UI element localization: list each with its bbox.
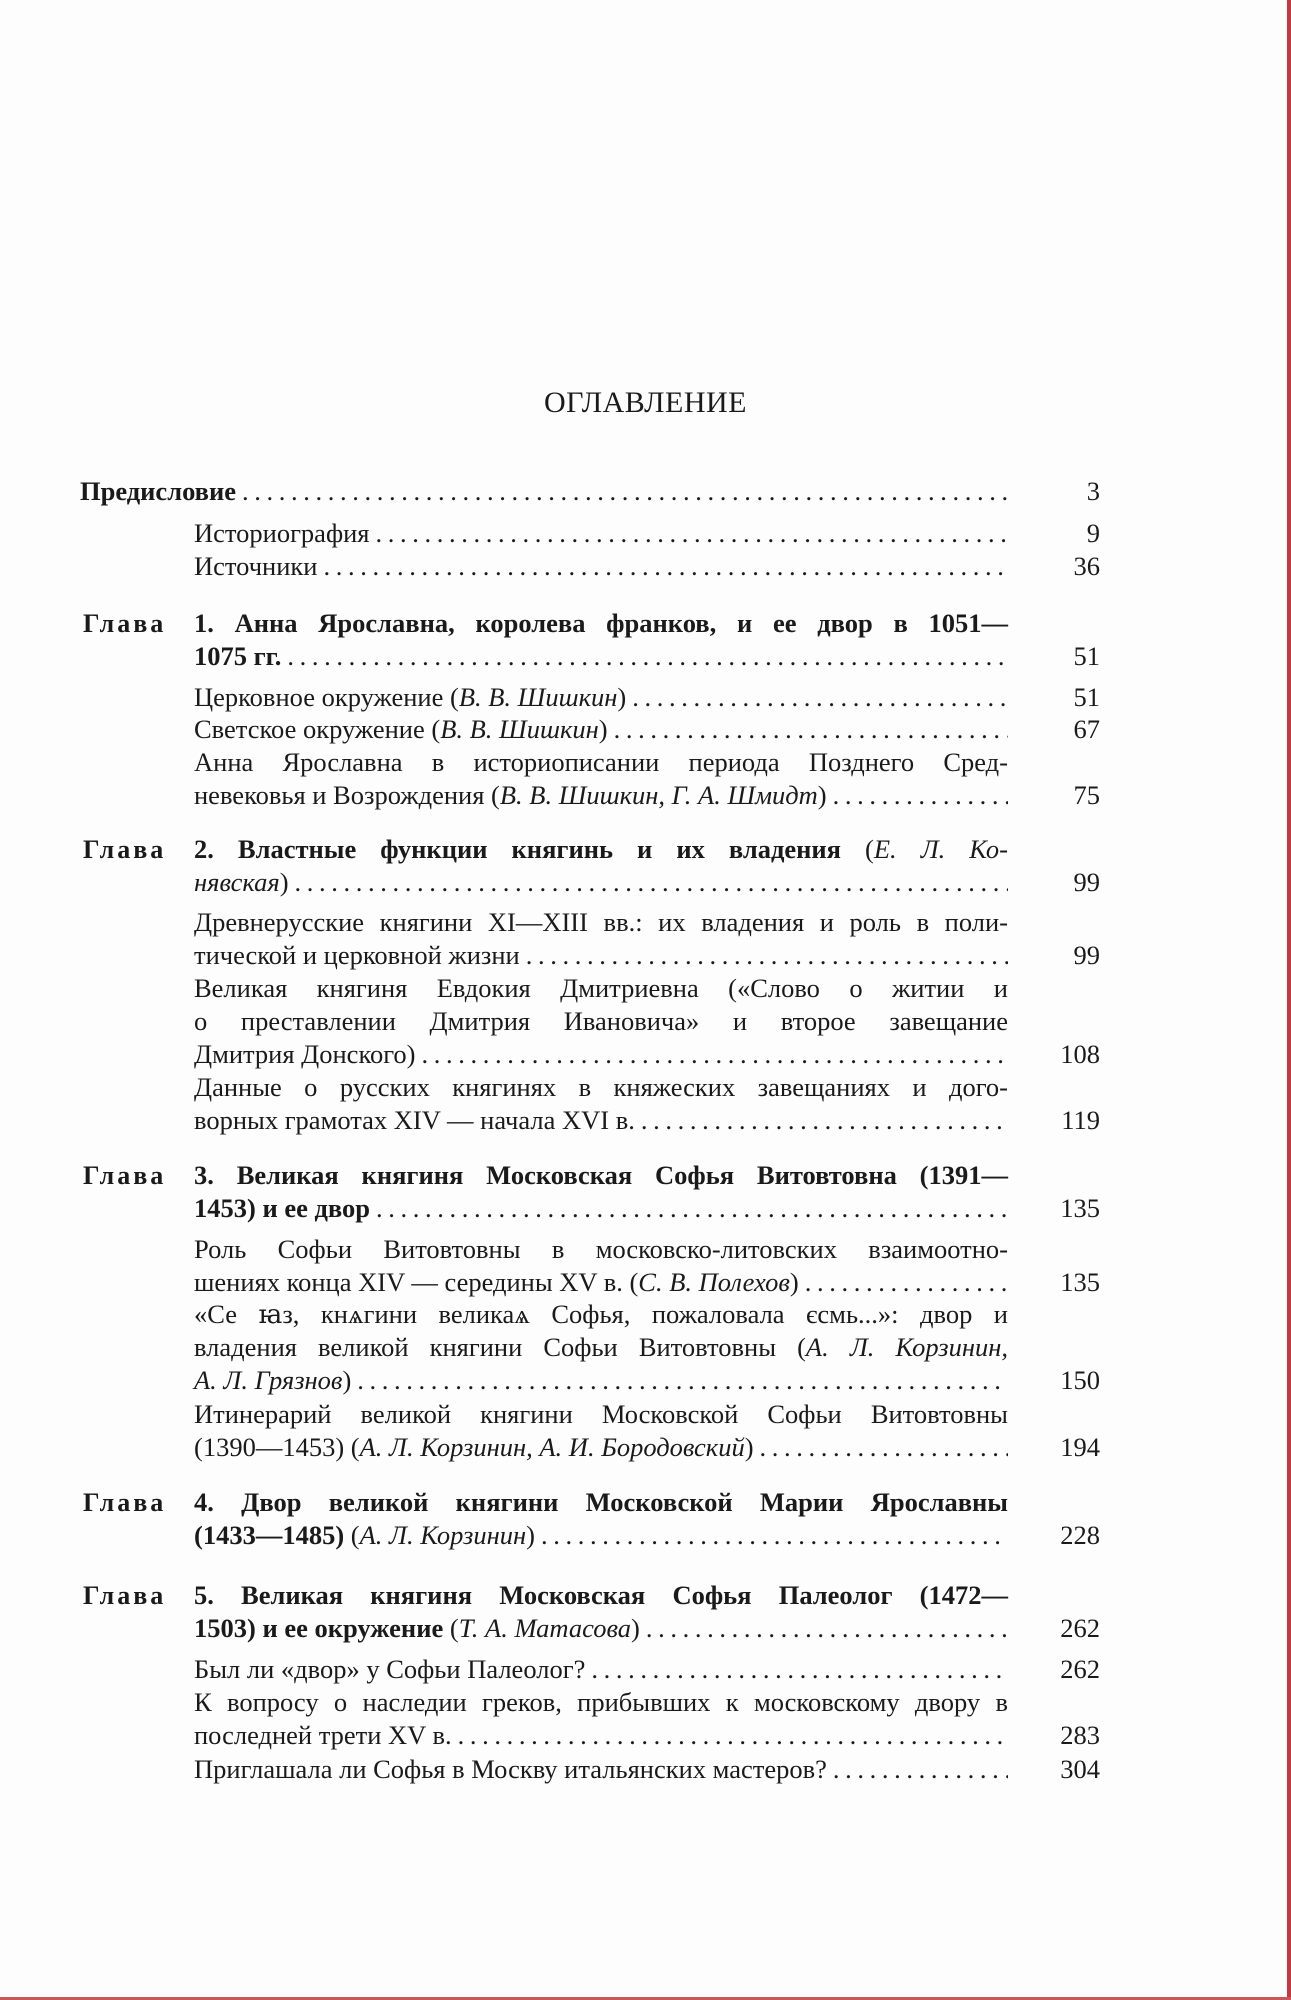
leader-dots	[646, 1612, 1008, 1645]
entry-text: Анна Ярославна в историописании периода Позднего Сред-	[194, 747, 1008, 777]
entry-title	[194, 1398, 1008, 1464]
entry-line	[194, 1159, 1008, 1192]
leader-dots	[760, 1431, 1008, 1464]
page-number: 99	[1073, 867, 1100, 897]
entry-line	[194, 1579, 1008, 1612]
leader-dots	[805, 1266, 1008, 1299]
page-number: 194	[1060, 1432, 1100, 1462]
entry-text: о преставлении Дмитрия Ивановича» и второе завещание	[194, 1006, 1008, 1036]
entry-title	[194, 1233, 1008, 1299]
page-number: 283	[1060, 1720, 1100, 1750]
entry-line	[194, 607, 1008, 640]
entry-text: (1433—1485)	[194, 1520, 345, 1550]
entry-text: (	[344, 1520, 360, 1550]
entry-text: 1453) и ее двор	[194, 1193, 371, 1223]
chapter-label: Глава	[83, 1488, 167, 1517]
page-number: 108	[1060, 1039, 1100, 1069]
author-name: А. Л. Грязнов	[194, 1365, 343, 1395]
entry-title	[194, 517, 1008, 550]
entry-line	[194, 1005, 1008, 1038]
page-number: 51	[1073, 682, 1100, 712]
entry-title	[194, 1486, 1008, 1552]
leader-dots	[376, 517, 1009, 550]
entry-text: 3. Великая княгиня Московская Софья Витовтовна (1391—	[194, 1160, 1008, 1190]
entry-title	[194, 1159, 1008, 1225]
page-number: 135	[1060, 1193, 1100, 1223]
entry-text: Приглашала ли Софья в Москву итальянских мастеров?	[194, 1754, 827, 1784]
entry-line	[194, 517, 1008, 550]
entry-line	[194, 1038, 1008, 1071]
page-number: 75	[1073, 780, 1100, 810]
entry-text: Данные о русских княгинях в княжеских завещаниях и дого-	[194, 1072, 1008, 1102]
entry-line	[194, 746, 1008, 779]
entry-title	[194, 906, 1008, 972]
leader-dots	[357, 1364, 1008, 1397]
entry-title	[80, 475, 1008, 508]
entry-line	[194, 1486, 1008, 1519]
entry-text: )	[789, 1267, 799, 1297]
leader-dots	[833, 779, 1008, 812]
entry-text: )	[631, 1613, 640, 1643]
entry-text: )	[817, 780, 827, 810]
entry-text: (1390—1453) (	[194, 1432, 360, 1462]
entry-line	[194, 1266, 1008, 1299]
entry-title	[194, 1653, 1008, 1686]
entry-title	[194, 1298, 1008, 1397]
entry-text: Был ли «двор» у Софьи Палеолог?	[194, 1654, 586, 1684]
author-name: В. В. Шишкин, Г. А. Шмидт	[499, 780, 818, 810]
entry-line	[194, 1653, 1008, 1686]
entry-text: 5. Великая княгиня Московская Софья Палеолог (1472—	[194, 1580, 1008, 1610]
entry-line	[194, 1686, 1008, 1719]
author-name: В. В. Шишкин	[458, 682, 618, 712]
entry-line	[194, 779, 1008, 812]
chapter-label: Глава	[83, 1161, 167, 1190]
entry-line	[194, 640, 1008, 673]
leader-dots	[833, 1753, 1008, 1786]
page-number: 119	[1061, 1105, 1100, 1135]
chapter-label: Глава	[83, 609, 167, 638]
entry-title	[194, 833, 1008, 899]
leader-dots	[632, 681, 1008, 714]
entry-line	[194, 1753, 1008, 1786]
entry-line	[194, 1364, 1008, 1397]
page-number: 67	[1073, 714, 1100, 744]
leader-dots	[541, 1519, 1008, 1552]
entry-text: Итинерарий великой княгини Московской Софьи Витовтовны	[194, 1399, 1008, 1429]
leader-dots	[641, 1104, 1008, 1137]
author-name: Т. А. Матасова	[458, 1613, 632, 1643]
entry-title	[194, 972, 1008, 1071]
leader-dots	[376, 1192, 1008, 1225]
entry-line	[80, 475, 1008, 508]
entry-line	[194, 833, 1008, 866]
page-number: 36	[1073, 551, 1100, 581]
author-name: нявская	[194, 867, 280, 897]
entry-text: )	[617, 682, 627, 712]
entry-title	[194, 713, 1008, 746]
entry-text: тической и церковной жизни	[194, 940, 520, 970]
entry-text: невековья и Возрождения (	[194, 780, 500, 810]
entry-text: )	[598, 714, 608, 744]
page-number: 228	[1060, 1520, 1100, 1550]
page-number: 135	[1060, 1267, 1100, 1297]
author-name: А. Л. Корзинин,	[805, 1332, 1008, 1362]
entry-text: (	[841, 834, 874, 864]
entry-text: шениях конца XIV — середины XV в. (	[194, 1267, 639, 1297]
page-edge-right	[1287, 0, 1291, 2000]
entry-title	[194, 1686, 1008, 1752]
entry-line	[194, 1071, 1008, 1104]
leader-dots	[591, 1653, 1008, 1686]
chapter-label: Глава	[83, 835, 167, 864]
entry-line	[194, 1719, 1008, 1752]
entry-line	[194, 972, 1008, 1005]
entry-text: )	[342, 1365, 352, 1395]
entry-line	[194, 1612, 1008, 1645]
entry-text: «Се ꙗз, кнѧгини великаѧ Софья, пожаловала єсмь...»: двор и	[194, 1299, 1008, 1329]
entry-text: Источники	[194, 551, 318, 581]
entry-text: 1503) и ее окружение	[194, 1613, 444, 1643]
page-number: 262	[1060, 1654, 1100, 1684]
entry-title	[194, 681, 1008, 714]
entry-text: )	[526, 1520, 535, 1550]
entry-text: ворных грамотах XIV — начала XVI в.	[194, 1105, 635, 1135]
entry-line	[194, 1233, 1008, 1266]
leader-dots	[323, 550, 1008, 583]
entry-line	[194, 1519, 1008, 1552]
entry-text: 1. Анна Ярославна, королева франков, и ее двор в 1051—	[194, 608, 1008, 638]
author-name: А. Л. Корзинин	[359, 1520, 527, 1550]
author-name: С. В. Полехов	[638, 1267, 790, 1297]
chapter-label: Глава	[83, 1581, 167, 1610]
entry-line	[194, 1192, 1008, 1225]
entry-line	[194, 681, 1008, 714]
entry-title	[194, 550, 1008, 583]
entry-text: К вопросу о наследии греков, прибывших к московскому двору в	[194, 1687, 1008, 1717]
entry-title	[194, 607, 1008, 673]
leader-dots	[242, 475, 1008, 508]
entry-line	[194, 1298, 1008, 1331]
entry-title	[194, 746, 1008, 812]
entry-text: Дмитрия Донского)	[194, 1039, 416, 1069]
leader-dots	[526, 939, 1008, 972]
entry-line	[194, 1431, 1008, 1464]
entry-title	[194, 1579, 1008, 1645]
entry-line	[194, 713, 1008, 746]
entry-text: Светское окружение (	[194, 714, 441, 744]
entry-line	[194, 939, 1008, 972]
entry-text: владения великой княгини Софьи Витовтовны (	[194, 1332, 806, 1362]
entry-line	[194, 1331, 1008, 1364]
entry-title	[194, 1071, 1008, 1137]
entry-text: Роль Софьи Витовтовны в московско-литовских взаимоотно-	[194, 1234, 1008, 1264]
page-title: ОГЛАВЛЕНИЕ	[544, 386, 747, 419]
entry-title	[194, 1753, 1008, 1786]
page-number: 3	[1086, 476, 1100, 506]
leader-dots	[458, 1719, 1008, 1752]
page-number: 99	[1073, 940, 1100, 970]
entry-text: Древнерусские княгини XI—XIII вв.: их владения и роль в поли-	[194, 907, 1008, 937]
entry-text: (	[443, 1613, 459, 1643]
entry-text: 4. Двор великой княгини Московской Марии Ярославны	[194, 1487, 1008, 1517]
page-number: 150	[1060, 1365, 1100, 1395]
entry-text: )	[744, 1432, 754, 1462]
entry-text: 1075 гг.	[194, 641, 282, 671]
entry-text: Великая княгиня Евдокия Дмитриевна («Слово о житии и	[194, 973, 1008, 1003]
entry-text: 2. Властные функции княгинь и их владения	[194, 834, 841, 864]
entry-line	[194, 550, 1008, 583]
entry-line	[194, 906, 1008, 939]
entry-line	[194, 866, 1008, 899]
entry-text: Церковное окружение (	[194, 682, 459, 712]
author-name: Е. Л. Ко-	[873, 834, 1008, 864]
leader-dots	[287, 640, 1008, 673]
author-name: В. В. Шишкин	[440, 714, 599, 744]
entry-text: Предисловие	[80, 476, 236, 506]
leader-dots	[295, 866, 1008, 899]
page-number: 304	[1060, 1754, 1100, 1784]
page-number: 51	[1073, 641, 1100, 671]
leader-dots	[422, 1038, 1008, 1071]
leader-dots	[614, 713, 1008, 746]
author-name: А. Л. Корзинин, А. И. Бородовский	[359, 1432, 745, 1462]
page-number: 262	[1060, 1613, 1100, 1643]
entry-text: Историография	[194, 518, 370, 548]
page-number: 9	[1086, 518, 1100, 548]
entry-text: )	[279, 867, 289, 897]
entry-text: последней трети XV в.	[194, 1720, 452, 1750]
entry-line	[194, 1104, 1008, 1137]
entry-line	[194, 1398, 1008, 1431]
